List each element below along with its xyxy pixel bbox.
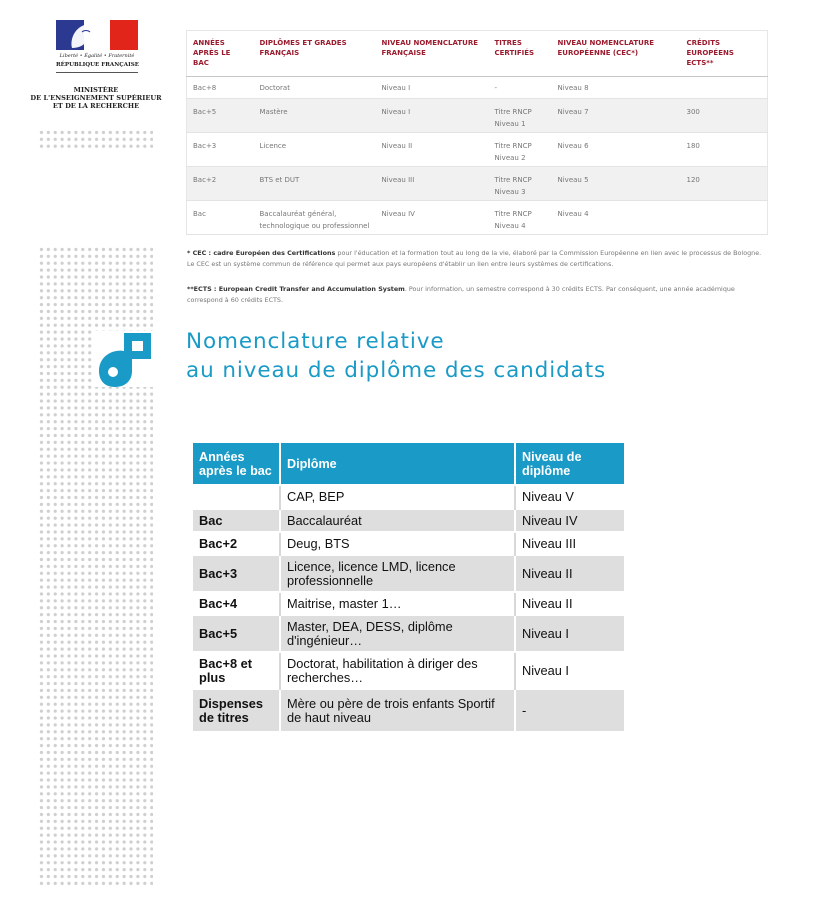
- column-header: NIVEAU NOMENCLATURE EUROPÉENNE (CEC*): [552, 31, 681, 77]
- table-cell: Bac+5: [187, 99, 254, 133]
- table-cell: -: [489, 77, 552, 99]
- table-row: [193, 555, 624, 592]
- section-title: [186, 327, 606, 385]
- motto: Liberté • Égalité • Fraternité: [59, 53, 135, 59]
- table-cell: Mastère: [254, 99, 376, 133]
- column-header: Années après le bac: [193, 443, 280, 485]
- table-row: [193, 485, 624, 509]
- footnote-text: pour l'éducation et la formation tout au long de la vie, élaboré par la Commission Européenne en lien avec le processus de Bologne. Le CEC est un système commun de référence qui permet aux pays européens d'établir un lien entre leurs systèmes de certifications.: [187, 249, 762, 268]
- title-line: au niveau de diplôme des candidats: [186, 358, 607, 383]
- diploma-cell: Master, DEA, DESS, diplôme d'ingénieur…: [280, 615, 515, 652]
- column-header: NIVEAU NOMENCLATURE FRANÇAISE: [376, 31, 489, 77]
- footnote-term: **ECTS : European Credit Transfer and Accumulation System: [187, 285, 405, 293]
- diploma-level-table: [193, 443, 624, 731]
- table-row: [187, 77, 768, 99]
- year-cell: Bac+2: [193, 532, 280, 555]
- table-row: [187, 99, 768, 133]
- ministry-line: ET DE LA RECHERCHE: [52, 102, 140, 110]
- table-row: [193, 689, 624, 731]
- table-cell: Bac+8: [187, 77, 254, 99]
- ministry-name: [28, 86, 164, 110]
- column-header: CRÉDITS EUROPÉENS ECTS**: [681, 31, 768, 77]
- column-header: Diplôme: [280, 443, 515, 485]
- ects-footnote: [187, 284, 769, 306]
- republique-francaise-logo: [56, 20, 138, 73]
- footnote-term: * CEC : cadre Européen des Certifications: [187, 249, 336, 257]
- table-cell: Niveau 8: [552, 77, 681, 99]
- year-cell: [193, 485, 280, 509]
- table-cell: 180: [681, 133, 768, 167]
- level-cell: Niveau I: [515, 652, 624, 689]
- level-cell: Niveau I: [515, 615, 624, 652]
- diploma-cell: Mère ou père de trois enfants Sportif de haut niveau: [280, 689, 515, 731]
- table-cell: Niveau 6: [552, 133, 681, 167]
- table-cell: Niveau 4: [552, 201, 681, 235]
- ministry-line: DE L'ENSEIGNEMENT SUPÉRIEUR: [30, 94, 162, 102]
- republic-name: RÉPUBLIQUE FRANÇAISE: [56, 62, 140, 68]
- table-row: [187, 201, 768, 235]
- year-cell: Bac+5: [193, 615, 280, 652]
- marianne-flag-icon: [56, 20, 138, 50]
- table-header-row: [187, 31, 768, 77]
- table-cell: Titre RNCP Niveau 4: [489, 201, 552, 235]
- level-cell: Niveau II: [515, 592, 624, 615]
- diploma-cell: Doctorat, habilitation à diriger des recherches…: [280, 652, 515, 689]
- table-cell: [681, 201, 768, 235]
- column-header: DIPLÔMES ET GRADES FRANÇAIS: [254, 31, 376, 77]
- diploma-cell: Licence, licence LMD, licence professionnelle: [280, 555, 515, 592]
- column-header: Niveau de diplôme: [515, 443, 624, 485]
- table-row: [193, 592, 624, 615]
- decorative-blue-shape-icon: [95, 331, 153, 387]
- level-cell: Niveau III: [515, 532, 624, 555]
- diploma-cell: Maitrise, master 1…: [280, 592, 515, 615]
- year-cell: Bac+4: [193, 592, 280, 615]
- table-cell: Licence: [254, 133, 376, 167]
- table-cell: Titre RNCP Niveau 1: [489, 99, 552, 133]
- table-cell: BTS et DUT: [254, 167, 376, 201]
- table-cell: Titre RNCP Niveau 2: [489, 133, 552, 167]
- table-row: [187, 167, 768, 201]
- table-row: [193, 615, 624, 652]
- level-cell: Niveau II: [515, 555, 624, 592]
- table-row: [187, 133, 768, 167]
- table-header-row: [193, 443, 624, 485]
- cec-footnote: [187, 248, 769, 270]
- level-cell: Niveau V: [515, 485, 624, 509]
- ministry-line: MINISTÈRE: [73, 86, 119, 94]
- table-cell: Bac+2: [187, 167, 254, 201]
- title-line: Nomenclature relative: [186, 329, 445, 354]
- table-row: [193, 532, 624, 555]
- degree-equivalence-table: [186, 30, 768, 235]
- table-cell: Bac+3: [187, 133, 254, 167]
- table-cell: Niveau 7: [552, 99, 681, 133]
- table-cell: Niveau II: [376, 133, 489, 167]
- table-cell: Doctorat: [254, 77, 376, 99]
- year-cell: Bac+3: [193, 555, 280, 592]
- table-cell: [681, 77, 768, 99]
- table-cell: Niveau 5: [552, 167, 681, 201]
- table-cell: Baccalauréat général, technologique ou professionnel: [254, 201, 376, 235]
- diploma-cell: Baccalauréat: [280, 509, 515, 532]
- footnote-text: . Pour information, un semestre correspond à 30 crédits ECTS. Par conséquent, une année académique correspond à 60 crédits ECTS.: [187, 285, 735, 304]
- level-cell: Niveau IV: [515, 509, 624, 532]
- table-cell: Niveau I: [376, 99, 489, 133]
- table-cell: 300: [681, 99, 768, 133]
- logo-divider: [56, 72, 138, 73]
- year-cell: Bac: [193, 509, 280, 532]
- table-cell: Niveau III: [376, 167, 489, 201]
- diploma-cell: Deug, BTS: [280, 532, 515, 555]
- table-row: [193, 652, 624, 689]
- column-header: ANNÉES APRÈS LE BAC: [187, 31, 254, 77]
- level-cell: -: [515, 689, 624, 731]
- year-cell: Dispenses de titres: [193, 689, 280, 731]
- column-header: TITRES CERTIFIÉS: [489, 31, 552, 77]
- table-cell: Niveau I: [376, 77, 489, 99]
- table-cell: Niveau IV: [376, 201, 489, 235]
- table-cell: Bac: [187, 201, 254, 235]
- year-cell: Bac+8 et plus: [193, 652, 280, 689]
- table-row: [193, 509, 624, 532]
- table-cell: 120: [681, 167, 768, 201]
- table-cell: Titre RNCP Niveau 3: [489, 167, 552, 201]
- dot-pattern-top: [38, 129, 153, 150]
- diploma-cell: CAP, BEP: [280, 485, 515, 509]
